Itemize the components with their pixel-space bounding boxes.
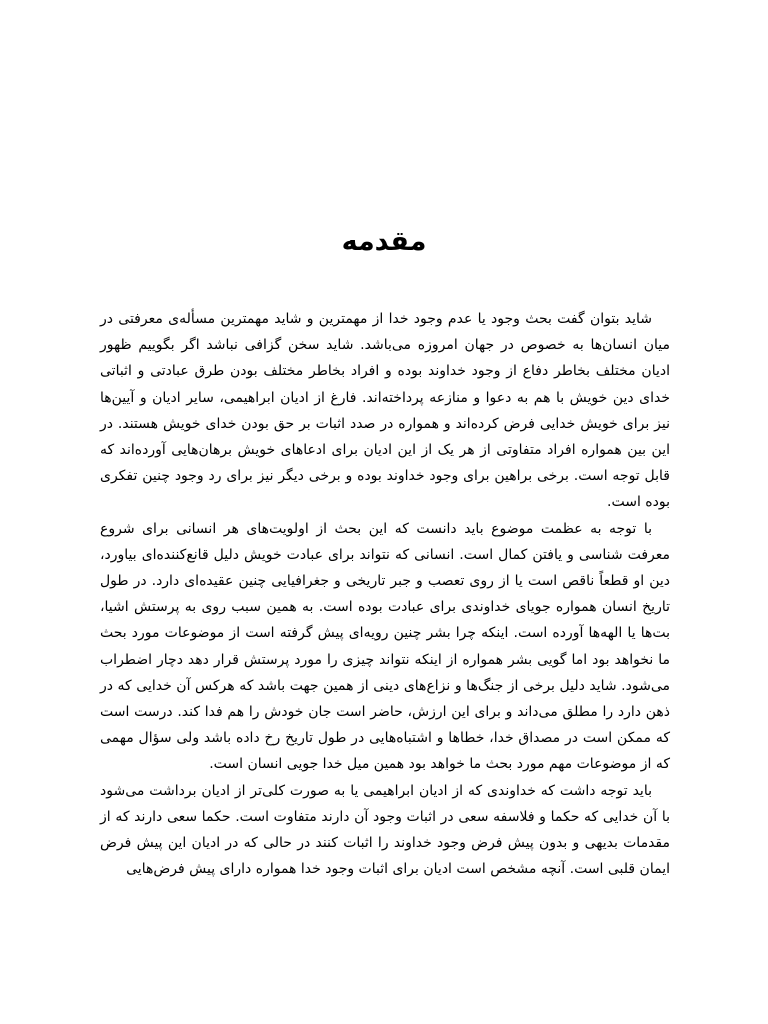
page-title: مقدمه xyxy=(341,226,427,257)
body-text xyxy=(100,306,670,882)
paragraph-2: با توجه به عظمت موضوع باید دانست که این بحث از اولویت‌های هر انسانی برای شروع معرفت شناسی و یافتن کمال است. انسانی که نتواند برای عبادت خویش دلیل قانع‌کننده‌ای بیاورد، دین او قطعاً ناقص است یا از روی تعصب و جبر تاریخی و جغرافیایی چنین عقیده‌ای دارد. در طول تاریخ انسان همواره جویای خداوندی برای عبادت بوده است. به همین سبب روی به پرستش اشیا، بت‌ها یا الهه‌ها آورده است. اینکه چرا بشر چنین رویه‌ای پیش گرفته است از موضوعات مورد بحث ما نخواهد بود اما گویی بشر همواره از اینکه نتواند چیزی را مورد پرستش قرار دهد دچار اضطراب می‌شود. شاید دلیل برخی از جنگ‌ها و نزاع‌های دینی از همین جهت باشد که هرکس آن خدایی که در ذهن دارد را مطلق می‌داند و برای این ارزش، حاضر است جان خودش را هم فدا کند. درست است که ممکن است در مصداق خدا، خطاها و اشتباه‌هایی در طول تاریخ رخ داده باشد ولی سؤال مهمی که از موضوعات مهم مورد بحث ما خواهد بود همین میل خدا جویی انسان است. xyxy=(100,520,670,773)
paragraph-1: شاید بتوان گفت بحث وجود یا عدم وجود خدا از مهمترین و شاید مهمترین مسأله‌ی معرفتی در میان انسان‌ها به خصوص در جهان امروزه می‌باشد. شاید سخن گزافی نباشد اگر بگوییم ظهور ادیان مختلف بخاطر دفاع از وجود خداوند بوده و افراد بخاطر مختلف بودن طرق عبادتی و اثباتی خدای دین خویش با هم به دعوا و منازعه پرداخته‌اند. فارغ از ادیان ابراهیمی، سایر ادیان و آیین‌ها نیز برای خویش خدایی فرض کرده‌اند و همواره در صدد اثبات بر حق بودن خدای خویش هستند. در این بین همواره افراد متفاوتی از هر یک از این ادیان برای ادعاهای خویش برهان‌هایی آورده‌اند که قابل توجه است. برخی براهین برای وجود خداوند بوده و برخی دیگر نیز برای رد وجود چنین تفکری بوده است. xyxy=(100,311,670,511)
paragraph-3: باید توجه داشت که خداوندی که از ادیان ابراهیمی یا به صورت کلی‌تر از ادیان برداشت می‌شود با آن خدایی که حکما و فلاسفه سعی در اثبات وجود آن دارند متفاوت است. حکما سعی دارند که از مقدمات بدیهی و بدون پیش فرض وجود خداوند را اثبات کنند در حالی که در ادیان این پیش فرض ایمان قلبی است. آنچه مشخص است ادیان برای اثبات وجود خدا همواره دارای پیش فرض‌هایی xyxy=(100,782,670,878)
